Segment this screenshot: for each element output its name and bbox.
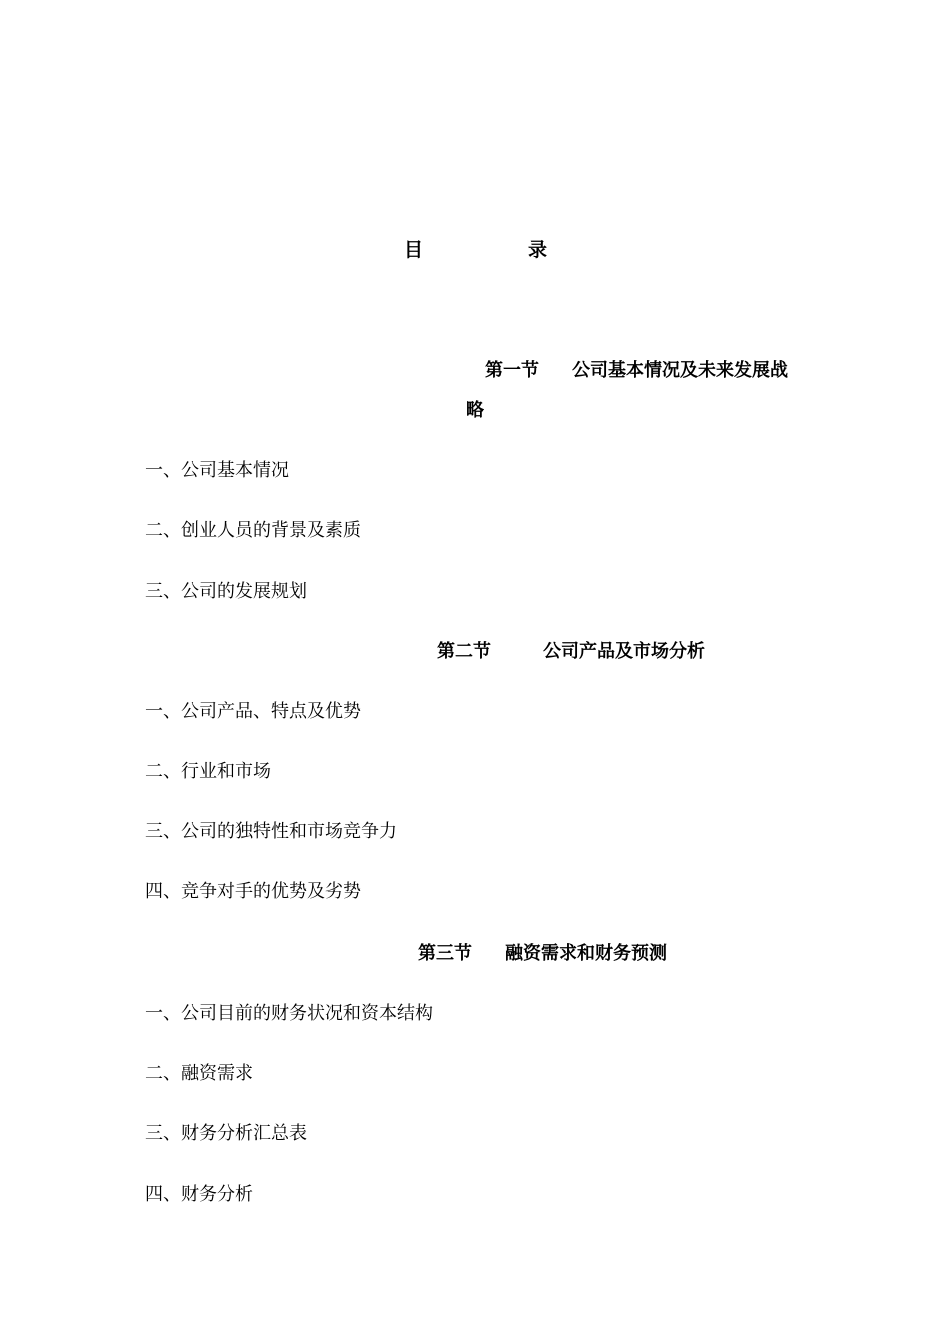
toc-item-2-1[interactable]: 一、公司产品、特点及优势: [145, 701, 361, 722]
section-3-label: 第三节: [418, 943, 472, 964]
section-1-title-continued: 略: [466, 400, 484, 421]
section-1-label: 第一节: [485, 360, 539, 381]
toc-item-3-4[interactable]: 四、财务分析: [145, 1184, 253, 1205]
toc-title-char-2: 录: [528, 239, 548, 261]
toc-item-2-4[interactable]: 四、竞争对手的优势及劣势: [145, 881, 361, 902]
toc-item-2-2[interactable]: 二、行业和市场: [145, 761, 271, 782]
toc-item-3-2[interactable]: 二、融资需求: [145, 1063, 253, 1084]
toc-item-1-2[interactable]: 二、创业人员的背景及素质: [145, 520, 361, 541]
section-2-title: 公司产品及市场分析: [543, 641, 705, 662]
section-2-label: 第二节: [437, 641, 491, 662]
toc-item-1-3[interactable]: 三、公司的发展规划: [145, 581, 307, 602]
toc-item-2-3[interactable]: 三、公司的独特性和市场竞争力: [145, 821, 397, 842]
section-1-title: 公司基本情况及未来发展战: [572, 360, 788, 381]
toc-item-3-1[interactable]: 一、公司目前的财务状况和资本结构: [145, 1003, 433, 1024]
toc-title-char-1: 目: [404, 239, 424, 261]
toc-item-3-3[interactable]: 三、财务分析汇总表: [145, 1123, 307, 1144]
section-3-title: 融资需求和财务预测: [505, 943, 667, 964]
toc-item-1-1[interactable]: 一、公司基本情况: [145, 460, 289, 481]
